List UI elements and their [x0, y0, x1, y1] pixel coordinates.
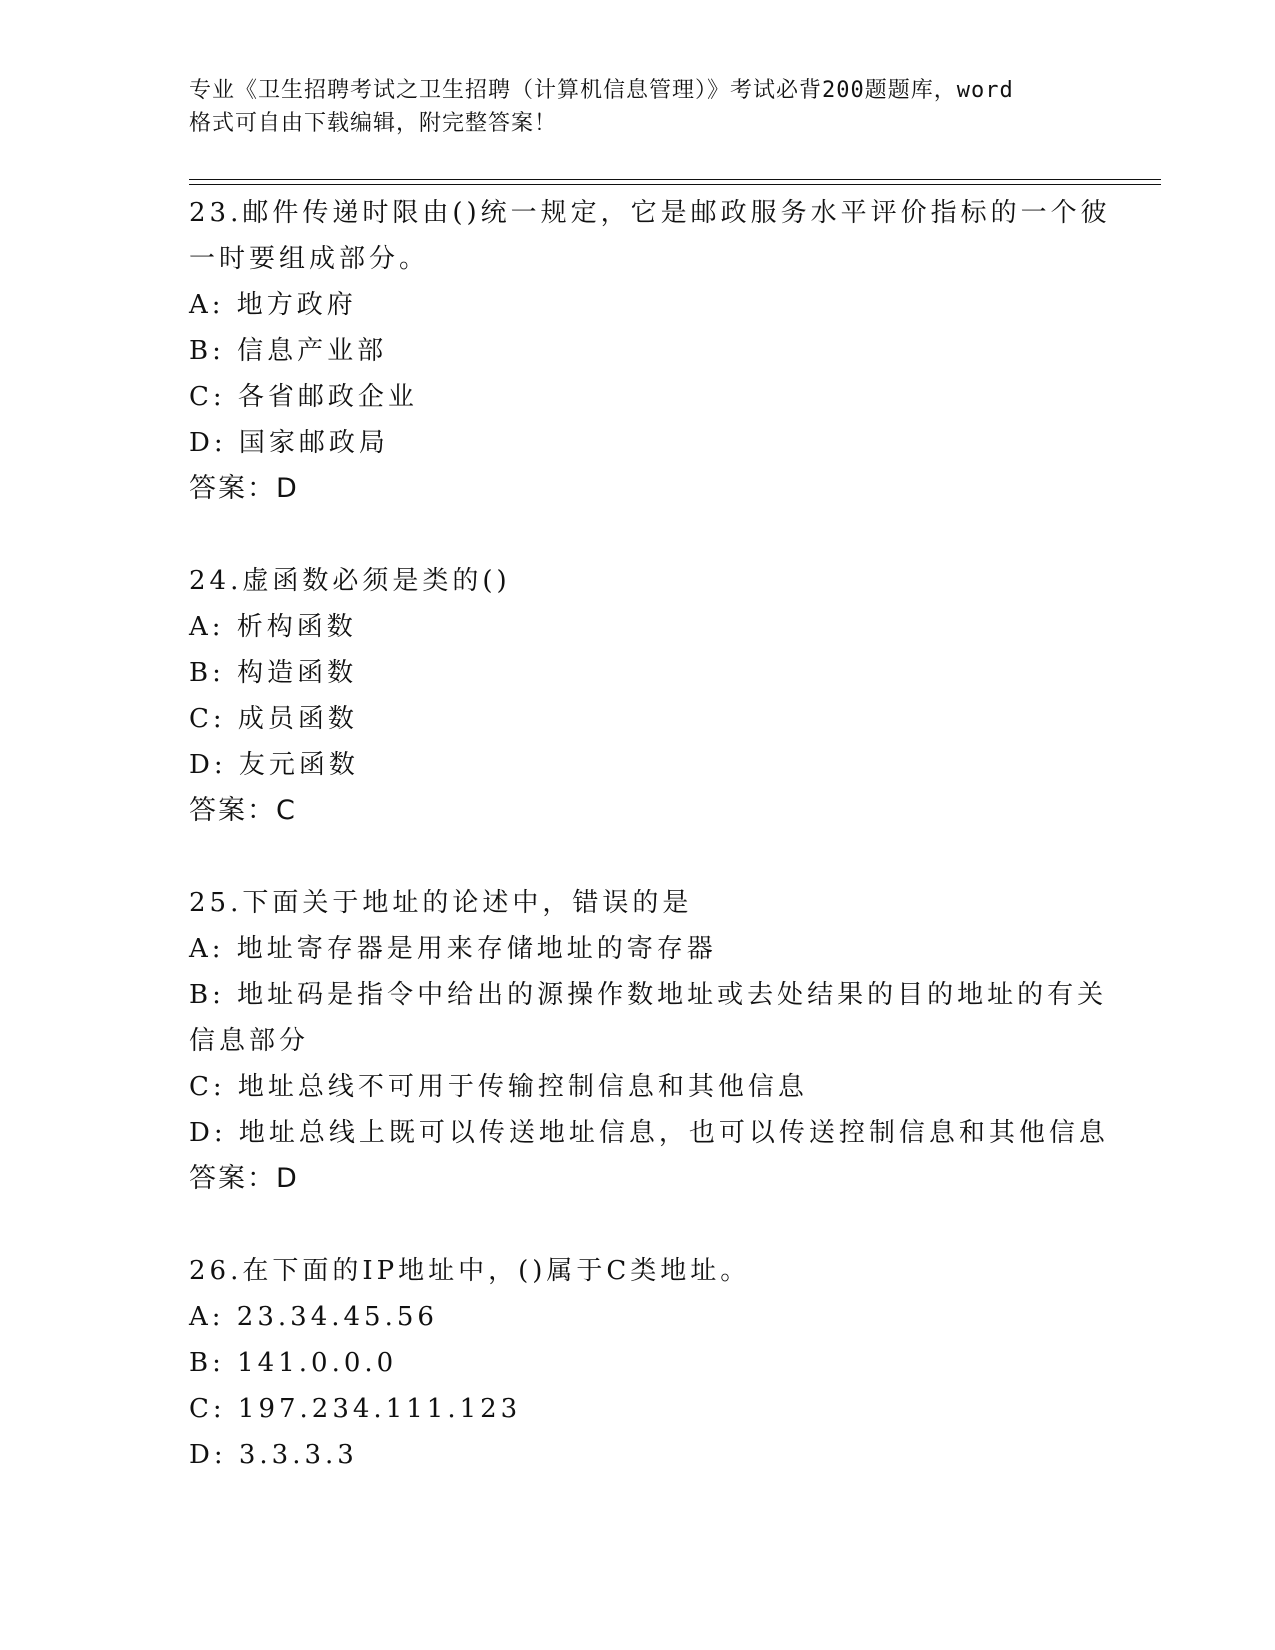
- question-list: [189, 190, 1111, 1478]
- question-block: [189, 880, 1109, 1202]
- question-stem: 一时要组成部分。: [189, 244, 430, 274]
- answer-option: C: 197.234.111.123: [189, 1394, 522, 1424]
- answer-option: 信息部分: [189, 1026, 310, 1056]
- document-header: [189, 74, 1089, 140]
- answer-option: D: 3.3.3.3: [189, 1440, 358, 1470]
- answer-option: D: 地址总线上既可以传送地址信息，也可以传送控制信息和其他信息: [189, 1118, 1109, 1148]
- question-block: [189, 1248, 1089, 1478]
- answer-option: B: 地址码是指令中给出的源操作数地址或去处结果的目的地址的有关: [189, 980, 1108, 1010]
- answer-option: A: 地址寄存器是用来存储地址的寄存器: [189, 934, 717, 964]
- answer-key: 答案：D: [189, 1163, 299, 1194]
- question-stem: 23.邮件传递时限由()统一规定，它是邮政服务水平评价指标的一个彼: [189, 198, 1111, 228]
- question-stem: 26.在下面的IP地址中，()属于C类地址。: [189, 1256, 751, 1286]
- answer-option: B: 构造函数: [189, 658, 358, 688]
- answer-option: D: 友元函数: [189, 750, 359, 780]
- header-divider-top: [189, 179, 1161, 180]
- answer-option: C: 地址总线不可用于传输控制信息和其他信息: [189, 1072, 808, 1102]
- answer-option: A: 析构函数: [189, 612, 357, 642]
- answer-option: A: 23.34.45.56: [189, 1302, 438, 1332]
- header-line-2: 格式可自由下载编辑，附完整答案！: [189, 111, 558, 136]
- answer-option: C: 成员函数: [189, 704, 358, 734]
- question-stem: 24.虚函数必须是类的(): [189, 566, 511, 596]
- answer-key: 答案：C: [189, 795, 297, 826]
- header-line-1: 专业《卫生招聘考试之卫生招聘（计算机信息管理）》考试必背200题题库，word: [189, 78, 1014, 103]
- question-spacer: [189, 512, 1089, 558]
- question-spacer: [189, 1202, 1089, 1248]
- answer-option: D: 国家邮政局: [189, 428, 389, 458]
- header-divider-bottom: [189, 184, 1161, 185]
- question-block: [189, 558, 1089, 834]
- answer-key: 答案：D: [189, 473, 299, 504]
- question-stem: 25.下面关于地址的论述中，错误的是: [189, 888, 693, 918]
- answer-option: A: 地方政府: [189, 290, 357, 320]
- answer-option: B: 信息产业部: [189, 336, 388, 366]
- answer-option: B: 141.0.0.0: [189, 1348, 398, 1378]
- answer-option: C: 各省邮政企业: [189, 382, 418, 412]
- question-block: [189, 190, 1111, 512]
- question-spacer: [189, 834, 1089, 880]
